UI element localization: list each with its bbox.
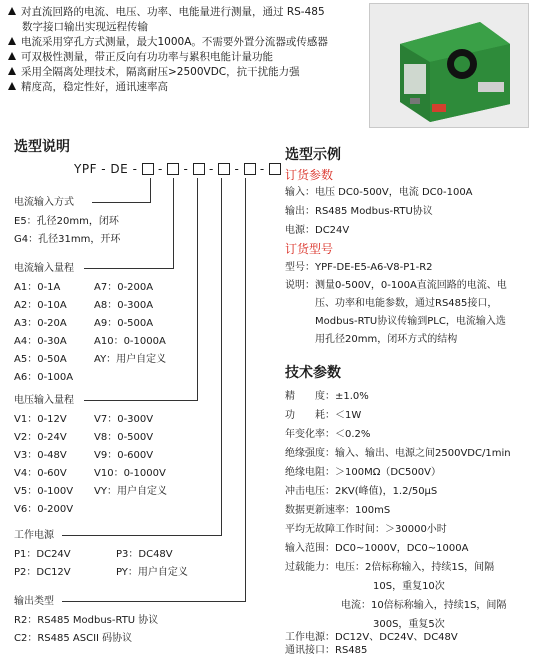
list-item: V10：0-1000V: [94, 468, 166, 479]
tech-title: 技术参数: [285, 365, 341, 381]
triangle-bullet-icon: [8, 7, 16, 15]
list-item: A5：0-50A: [14, 354, 67, 365]
desc-line: 测量0-500V，0-100A直流回路的电流、电: [315, 280, 507, 291]
order-params-title: 订货参数: [285, 168, 334, 182]
spec-line: 输入范围：DC0~1000V，DC0~1000A: [285, 543, 469, 554]
param-line: 电源：DC24V: [285, 225, 350, 236]
feature-item: 对直流回路的电流、电压、功率、电能量进行测量，通过 RS-485: [8, 5, 328, 20]
spec-line: 通讯接口：RS485: [285, 645, 368, 656]
list-item: PY：用户自定义: [116, 567, 188, 578]
triangle-bullet-icon: [8, 67, 16, 75]
voltage-range-label: 电压输入量程: [14, 395, 74, 406]
spec-line: 功 耗：＜1W: [285, 410, 362, 421]
code-box: [193, 163, 205, 175]
current-mode-label: 电流输入方式: [14, 197, 74, 208]
list-item: A8：0-300A: [94, 300, 154, 311]
example-title: 选型示例: [285, 147, 341, 163]
list-item: V3：0-48V: [14, 450, 67, 461]
selection-title: 选型说明: [14, 139, 70, 155]
list-item: E5：孔径20mm，闭环: [14, 216, 119, 227]
list-item: P3：DC48V: [116, 549, 173, 560]
spec-line: 过载能力：电压：2倍标称输入，持续1S，间隔: [285, 562, 495, 573]
code-box: [244, 163, 256, 175]
list-item: V8：0-500V: [94, 432, 154, 443]
desc-line: 压、功率和电能参数，通过RS485接口，: [315, 298, 498, 309]
spec-line: 300S，重复5次: [373, 619, 445, 630]
spec-line: 精 度：±1.0%: [285, 391, 369, 402]
feature-item: 数字接口输出实现远程传输: [22, 21, 148, 33]
code-box: [218, 163, 230, 175]
feature-item: 精度高，稳定性好，通讯速率高: [8, 80, 328, 95]
list-item: V5：0-100V: [14, 486, 74, 497]
spec-line: 电流：10倍标称输入，持续1S，间隔: [341, 600, 507, 611]
code-box: [167, 163, 179, 175]
feature-list: [8, 5, 328, 95]
list-item: A2：0-10A: [14, 300, 67, 311]
connector-line: [245, 178, 246, 602]
list-item: C2：RS485 ASCII 码协议: [14, 633, 133, 644]
connector-line: [221, 178, 222, 536]
list-item: V1：0-12V: [14, 414, 67, 425]
list-item: A10：0-1000A: [94, 336, 166, 347]
connector-line: [84, 268, 174, 269]
list-item: P2：DC12V: [14, 567, 71, 578]
desc-label: 说明：: [285, 280, 315, 291]
output-label: 输出类型: [14, 596, 54, 607]
list-item: A6：0-100A: [14, 372, 74, 383]
connector-line: [173, 178, 174, 269]
connector-line: [92, 202, 151, 203]
spec-line: 绝缘强度：输入、输出、电源之间2500VDC/1min: [285, 448, 511, 459]
list-item: A1：0-1A: [14, 282, 61, 293]
list-item: VY：用户自定义: [94, 486, 167, 497]
spec-line: 冲击电压：2KV(峰值)，1.2/50μS: [285, 486, 438, 497]
connector-line: [84, 400, 198, 401]
list-item: A9：0-500A: [94, 318, 154, 329]
model-line: 型号：YPF-DE-E5-A6-V8-P1-R2: [285, 262, 433, 273]
connector-line: [150, 178, 151, 202]
triangle-bullet-icon: [8, 82, 16, 90]
connector-line: [62, 601, 246, 602]
spec-line: 绝缘电阻：＞100MΩ（DC500V）: [285, 467, 441, 478]
power-label: 工作电源: [14, 530, 54, 541]
connector-line: [62, 535, 222, 536]
param-line: 输出：RS485 Modbus-RTU协议: [285, 206, 433, 217]
spec-line: 10S，重复10次: [373, 581, 445, 592]
list-item: A4：0-30A: [14, 336, 67, 347]
list-item: V7：0-300V: [94, 414, 154, 425]
order-model-title: 订货型号: [285, 242, 334, 256]
spec-line: 平均无故障工作时间：＞30000小时: [285, 524, 447, 535]
list-item: P1：DC24V: [14, 549, 71, 560]
feature-item: 电流采用穿孔方式测量，最大1000A。不需要外置分流器或传感器: [8, 35, 328, 50]
feature-item: 采用全隔离处理技术，隔离耐压>2500VDC，抗干扰能力强: [8, 65, 328, 80]
list-item: V2：0-24V: [14, 432, 67, 443]
code-box: [269, 163, 281, 175]
green-din-rail-dc-meter-icon: [370, 4, 528, 127]
param-line: 输入：电压 DC0-500V，电流 DC0-100A: [285, 187, 473, 198]
code-box: [142, 163, 154, 175]
list-item: A3：0-20A: [14, 318, 67, 329]
product-image: [369, 3, 529, 128]
list-item: A7：0-200A: [94, 282, 154, 293]
triangle-bullet-icon: [8, 37, 16, 45]
list-item: V4：0-60V: [14, 468, 67, 479]
model-code-template: YPF - DE - - - - - -: [74, 162, 281, 176]
feature-item: 可双极性测量，带正反向有功功率与累积电能计量功能: [8, 50, 328, 65]
list-item: G4：孔径31mm，开环: [14, 234, 121, 245]
list-item: V9：0-600V: [94, 450, 154, 461]
list-item: V6：0-200V: [14, 504, 74, 515]
list-item: AY：用户自定义: [94, 354, 167, 365]
triangle-bullet-icon: [8, 52, 16, 60]
current-range-label: 电流输入量程: [14, 263, 74, 274]
spec-line: 年变化率：＜0.2%: [285, 429, 371, 440]
desc-line: Modbus-RTU协议传输到PLC，电流输入选: [315, 316, 506, 327]
spec-line: 工作电源：DC12V、DC24V、DC48V: [285, 632, 458, 643]
desc-line: 用孔径20mm，闭环方式的结构: [315, 334, 458, 345]
spec-line: 数据更新速率：100mS: [285, 505, 391, 516]
connector-line: [197, 178, 198, 401]
list-item: R2：RS485 Modbus-RTU 协议: [14, 615, 159, 626]
